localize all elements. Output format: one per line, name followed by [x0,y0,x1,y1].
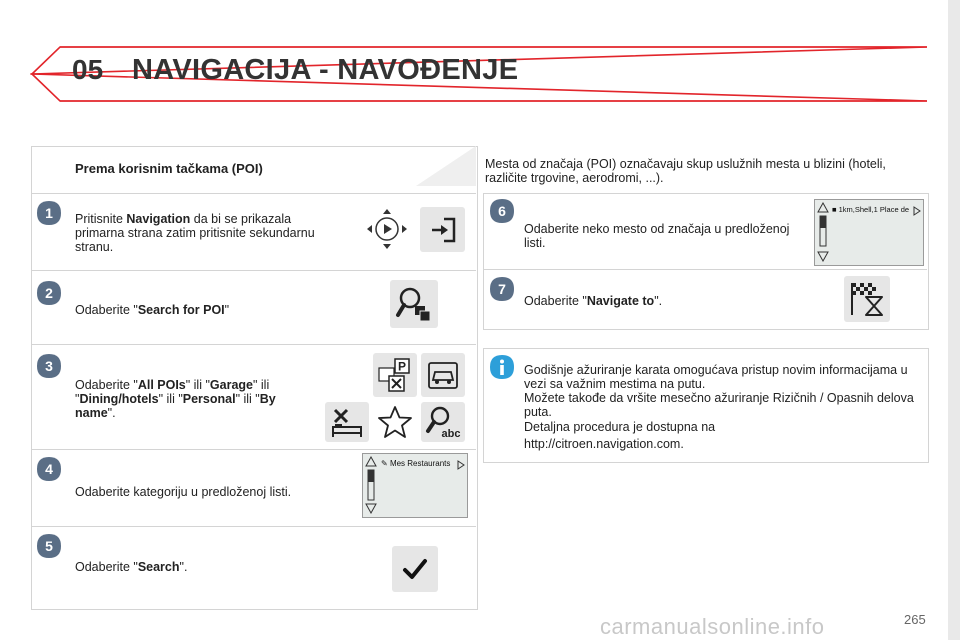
poi-list-item[interactable]: ■ 1km,Shell,1 Place de [832,205,910,214]
text-segment: ". [179,560,188,574]
text-segment: Pritisnite [75,212,127,226]
edit-icon: ✎ [381,459,388,468]
info-icon [489,354,515,380]
step-6-text [524,222,804,250]
category-list-item[interactable]: ✎ Mes Restaurants [381,459,451,468]
watermark: carmanualsonline.info [600,614,825,639]
step-badge-3 [36,353,62,379]
info-paragraph-2: Možete takođe da vršite mesečno ažuriranje Rizičnih / Opasnih delova puta. [524,391,914,419]
svg-text:2: 2 [45,285,53,301]
bold-term: Search for POI [137,303,225,317]
step-2-text [75,303,335,317]
step-badge-2 [36,280,62,306]
text-segment: ". [654,294,663,308]
svg-text:abc: abc [441,428,461,440]
text-segment: Odaberite kategoriju u predloženoj listi. [75,485,292,499]
list-scrollbar[interactable] [817,202,829,262]
step-3-text [75,378,280,420]
step-4-text [75,485,335,499]
tools-bed-icon [329,405,365,439]
step-badge-6 [489,198,515,224]
by-name-button[interactable] [421,402,465,442]
secondary-page-button[interactable] [420,207,465,252]
bold-term: Garage [209,378,253,392]
text-segment: Odaberite " [524,294,587,308]
text-segment: " ili " [158,392,183,406]
poi-heading-box [31,146,476,186]
play-arrow-icon [913,206,921,216]
svg-text:P: P [397,359,407,374]
step-badge-7 [489,276,515,302]
page-title: NAVIGACIJA - NAVOĐENJE [132,54,519,86]
navigation-dial-button[interactable] [362,204,412,254]
text-segment: " ili " [185,378,210,392]
all-pois-button[interactable] [325,402,369,442]
divider [31,270,476,271]
step-5-text [75,560,335,574]
info-paragraph-1: Godišnje ažuriranje karata omogućava pristup novim informacijama u vezi sa važnim mestima na putu. [524,363,908,391]
bold-term: Personal [182,392,236,406]
divider [31,193,476,194]
step-1-text [75,212,335,254]
svg-text:3: 3 [45,358,53,374]
chapter-number: 05 [72,54,104,85]
text-segment: Odaberite " [75,303,138,317]
text-segment: da bi se prikazala primarna strana zatim pritisnite sekundarnu stranu. [75,212,315,254]
step-badge-5 [36,533,62,559]
text-segment: Odaberite " [75,378,138,392]
poi-intro-text: Mesta od značaja (POI) označavaju skup uslužnih mesta u blizini (hoteli, različite trgovine, aerodromi, ...). [485,157,886,185]
page-number: 265 [904,612,926,627]
heading-fold-shape [416,146,476,186]
bold-term: Dining/hotels [79,392,159,406]
text-segment: Odaberite " [75,560,138,574]
step-badge-4 [36,456,62,482]
arrow-into-page-icon [428,215,458,245]
divider [31,449,476,450]
svg-text:5: 5 [45,538,53,554]
star-icon [377,404,413,440]
search-for-poi-button[interactable] [390,280,438,328]
list-scrollbar[interactable] [365,456,377,514]
text-segment: Odaberite neko mesto od značaja u predloženoj listi. [524,222,790,250]
text-segment: " ili " [75,378,270,406]
garage-button[interactable] [421,353,465,397]
info-link[interactable]: http://citroen.navigation.com. [524,437,684,451]
square-marker-icon: ■ [832,205,837,214]
category-list-screen [362,453,468,518]
search-confirm-button[interactable] [392,546,438,592]
right-edge-strip [948,0,960,640]
svg-text:6: 6 [498,203,506,219]
svg-text:1: 1 [45,205,53,221]
svg-text:7: 7 [498,281,506,297]
poi-list-screen [814,199,924,266]
navigation-dial-icon [362,204,412,254]
garage-car-icon [426,358,460,392]
bold-term: Search [137,560,180,574]
divider [483,269,927,270]
step-7-text [524,294,804,308]
checkmark-icon [402,556,428,582]
text-segment: ". [107,406,116,420]
dining-hotels-button[interactable] [373,353,417,397]
info-paragraph-3: Detaljna procedura je dostupna na [524,420,716,434]
search-poi-icon [394,284,434,324]
divider [31,344,476,345]
dining-parking-icon [376,356,414,394]
bold-term: Navigation [126,212,191,226]
step-badge-1 [36,200,62,226]
svg-text:4: 4 [45,461,53,477]
bold-term: By name [75,392,276,420]
divider [31,526,476,527]
text-segment: " [224,303,230,317]
checkered-flag-hourglass-icon [850,281,884,317]
bold-term: Navigate to [586,294,655,308]
bold-term: All POIs [137,378,186,392]
navigate-to-button[interactable] [844,276,890,322]
play-arrow-icon [457,460,465,470]
personal-button[interactable] [373,402,417,442]
text-segment: " ili " [235,392,260,406]
search-abc-icon [422,403,464,441]
poi-heading: Prema korisnim tačkama (POI) [75,161,263,176]
